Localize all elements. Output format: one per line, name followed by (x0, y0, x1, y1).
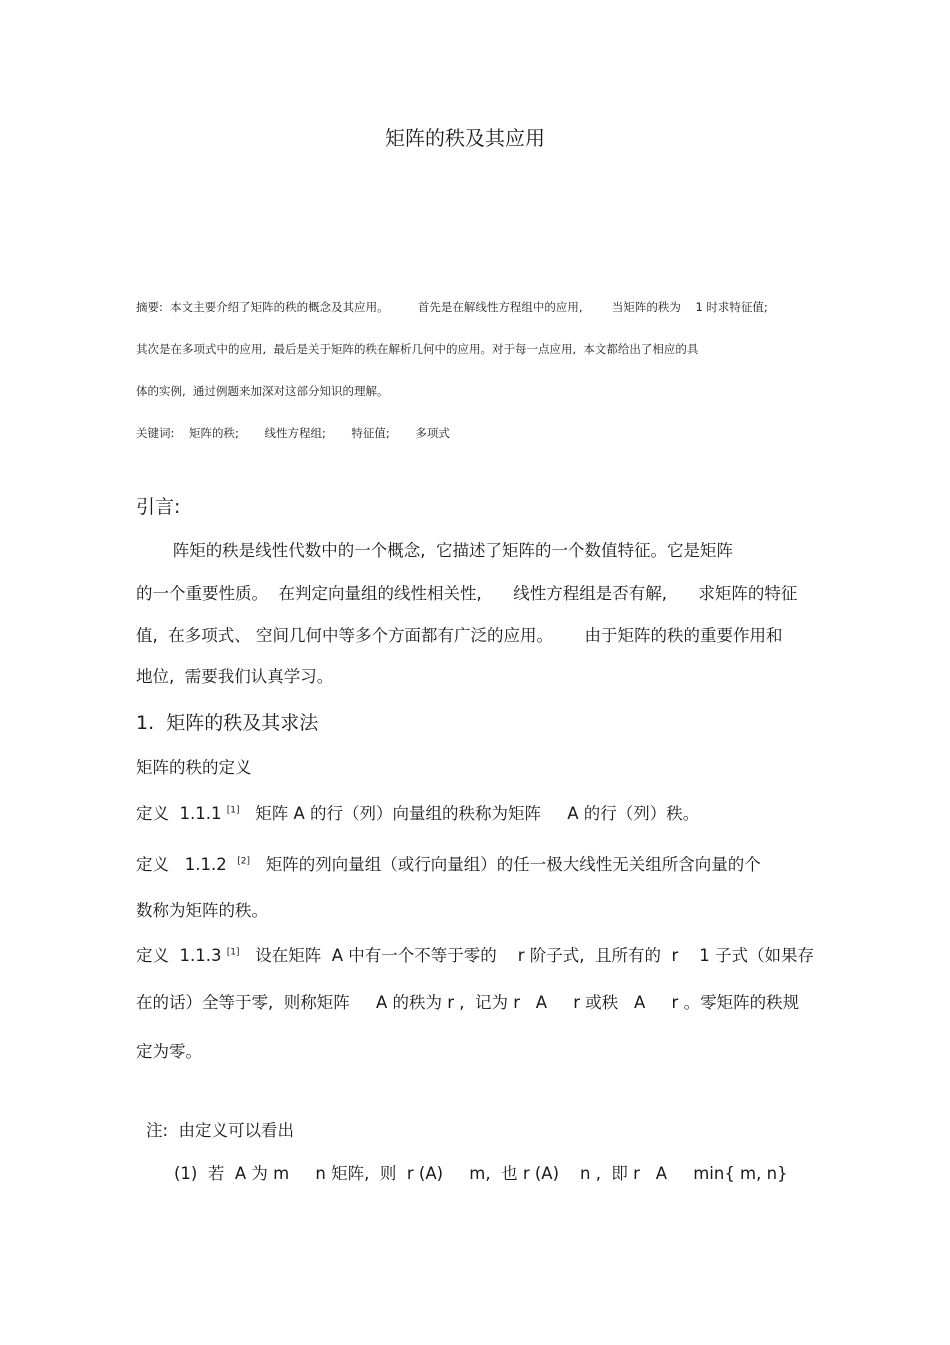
section-heading: 1. 矩阵的秩及其求法 (136, 712, 319, 734)
definition-1-1-3 (136, 946, 814, 966)
page-title: 矩阵的秩及其应用 (385, 126, 545, 150)
definition-1-1-2 (136, 855, 761, 875)
abstract-line-3: 体的实例, 通过例题来加深对这部分知识的理解。 (136, 384, 389, 398)
intro-line: 的一个重要性质。 在判定向量组的线性相关性, 线性方程组是否有解, 求矩阵的特征 (136, 584, 798, 603)
definition-continuation: 在的话）全等于零, 则称矩阵 A 的秩为 r , 记为 r A r 或秩 A r 。零矩阵的秩规 (136, 993, 800, 1012)
abstract-line-2: 其次是在多项式中的应用, 最后是关于矩阵的秩在解析几何中的应用。对于每一点应用, 本文都给出了相应的具 (136, 342, 699, 356)
definition-1-1-1 (136, 804, 699, 824)
citation-ref: [2] (237, 856, 250, 867)
intro-line: 地位, 需要我们认真学习。 (136, 667, 334, 686)
keywords-line: 关键词: 矩阵的秩; 线性方程组; 特征值; 多项式 (136, 426, 450, 440)
definition-continuation: 数称为矩阵的秩。 (136, 901, 268, 920)
definition-label: 定义 1.1.1 (136, 804, 227, 823)
intro-line: 值, 在多项式、 空间几何中等多个方面都有广泛的应用。 由于矩阵的秩的重要作用和 (136, 626, 783, 645)
definition-continuation: 定为零。 (136, 1042, 202, 1061)
definition-label: 定义 1.1.2 (136, 855, 238, 874)
note-item-1: (1) 若 A 为 m n 矩阵, 则 r (A) m, 也 r (A) n , 即 r A min{ m, n} (174, 1164, 788, 1183)
note-label: 注: 由定义可以看出 (146, 1121, 295, 1140)
definition-text: 矩阵 A 的行（列）向量组的秩称为矩阵 A 的行（列）秩。 (239, 804, 700, 823)
subsection-heading: 矩阵的秩的定义 (136, 758, 252, 777)
citation-ref: [1] (226, 805, 240, 816)
intro-heading: 引言: (136, 496, 181, 518)
intro-line: 阵矩的秩是线性代数中的一个概念, 它描述了矩阵的一个数值特征。它是矩阵 (136, 541, 733, 560)
citation-ref: [1] (226, 947, 240, 958)
definition-text: 设在矩阵 A 中有一个不等于零的 r 阶子式, 且所有的 r 1 子式（如果存 (239, 946, 814, 965)
definition-label: 定义 1.1.3 (136, 946, 227, 965)
definition-text: 矩阵的列向量组（或行向量组）的任一极大线性无关组所含向量的个 (249, 855, 761, 874)
abstract-line-1: 摘要: 本文主要介绍了矩阵的秩的概念及其应用。 首先是在解线性方程组中的应用, 当矩阵的秩为 1 时求特征值; (136, 300, 768, 314)
